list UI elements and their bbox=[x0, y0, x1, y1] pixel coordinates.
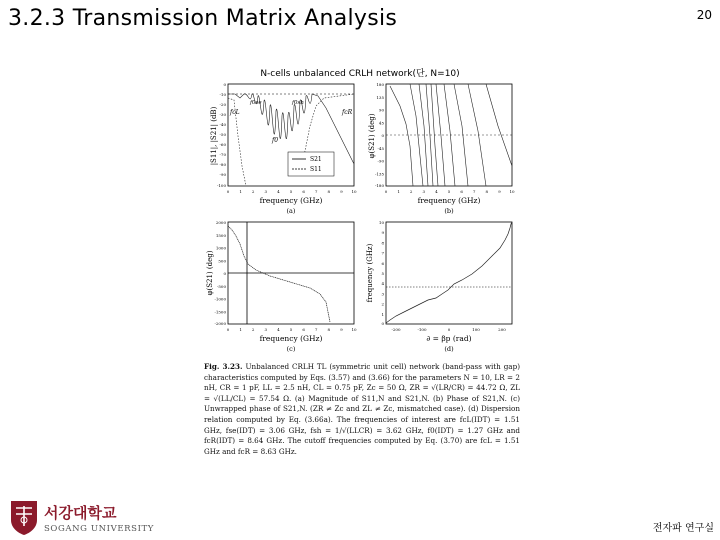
svg-text:-100: -100 bbox=[417, 327, 427, 332]
svg-text:0: 0 bbox=[381, 321, 384, 326]
panel-c-xticks bbox=[227, 327, 357, 332]
svg-text:6: 6 bbox=[302, 189, 305, 194]
svg-text:6: 6 bbox=[381, 260, 384, 266]
svg-text:-60: -60 bbox=[219, 142, 226, 147]
svg-text:100: 100 bbox=[472, 327, 480, 332]
slide-title: 3.2.3 Transmission Matrix Analysis bbox=[8, 6, 398, 31]
svg-text:8: 8 bbox=[327, 327, 331, 332]
svg-text:6: 6 bbox=[302, 327, 305, 332]
svg-text:(b): (b) bbox=[444, 207, 454, 215]
svg-text:6: 6 bbox=[460, 189, 463, 194]
svg-text:frequency (GHz): frequency (GHz) bbox=[417, 196, 481, 205]
svg-text:5: 5 bbox=[381, 271, 384, 276]
svg-text:7: 7 bbox=[314, 189, 318, 194]
svg-text:-2000: -2000 bbox=[214, 321, 226, 326]
svg-text:5: 5 bbox=[447, 189, 451, 194]
svg-text:fcL: fcL bbox=[230, 109, 240, 116]
svg-text:7: 7 bbox=[472, 189, 476, 194]
svg-text:9: 9 bbox=[340, 327, 343, 332]
caption-text: Unbalanced CRLH TL (symmetric unit cell) network (band-pass with gap) characteristics computed by Eqs. (3.57) and (3.66) for the parameters N = 10, LR = 2 nH, CR = 1 pF, LL = 2.5 nH, CL = 0.75 pF, Zc = 50 Ω, ZR = √(LR/CR) = 44.72 Ω, ZL = √(LL/CL) = 57.54 Ω. (a) Magnitude of S11,N and S21,N. (b) Phase of S21,N. (c) Unwrapped phase of S21,N. (ZR ≠ Zc and ZL ≠ Zc, mismatched case). (d) Dispersion relation computed by Eq. (3.66a). The frequencies of interest are fcL(IDT) = 1.51 GHz, fse(IDT) = 3.06 GHz, fsh = 1/√(LLCR) = 3.62 GHz, f0(IDT) = 1.27 GHz and fcR(IDT) = 8.64 GHz. The cutoff frequencies computed by Eq. (3.70) are fcL = 1.51 GHz and fcR = 8.63 GHz. bbox=[204, 362, 520, 456]
svg-text:S11: S11 bbox=[310, 166, 322, 173]
svg-text:(d): (d) bbox=[444, 345, 454, 353]
svg-text:500: 500 bbox=[218, 258, 226, 264]
svg-text:-200: -200 bbox=[391, 327, 401, 332]
panel-b-yticks bbox=[375, 82, 384, 188]
svg-text:200: 200 bbox=[498, 327, 506, 332]
panel-a-legend bbox=[288, 152, 334, 176]
panel-d-curve bbox=[386, 222, 512, 323]
svg-text:2: 2 bbox=[251, 327, 255, 332]
caption-label: Fig. 3.23. bbox=[204, 362, 243, 371]
svg-text:-70: -70 bbox=[219, 152, 226, 157]
svg-text:9: 9 bbox=[381, 230, 384, 236]
svg-text:1: 1 bbox=[239, 327, 242, 332]
panel-d bbox=[366, 220, 512, 353]
svg-text:1500: 1500 bbox=[215, 232, 226, 238]
svg-text:-90: -90 bbox=[219, 172, 226, 177]
svg-text:8: 8 bbox=[485, 189, 489, 194]
svg-text:0: 0 bbox=[223, 82, 226, 87]
svg-text:서강대학교: 서강대학교 bbox=[44, 504, 117, 522]
svg-text:-500: -500 bbox=[217, 283, 226, 289]
svg-text:-50: -50 bbox=[219, 132, 226, 137]
svg-text:10: 10 bbox=[378, 220, 384, 225]
svg-text:10: 10 bbox=[351, 327, 357, 332]
panel-a-yticks bbox=[217, 82, 226, 188]
svg-text:-100: -100 bbox=[217, 183, 226, 188]
svg-text:1: 1 bbox=[239, 189, 242, 194]
svg-text:3: 3 bbox=[381, 291, 384, 297]
sogang-university-logo bbox=[8, 498, 158, 536]
svg-text:3: 3 bbox=[264, 189, 268, 194]
svg-text:f0se: f0se bbox=[250, 100, 262, 106]
svg-text:0: 0 bbox=[447, 327, 451, 332]
svg-text:-135: -135 bbox=[375, 171, 384, 177]
svg-text:|S11|, |S21| (dB): |S11|, |S21| (dB) bbox=[210, 106, 218, 166]
svg-text:-45: -45 bbox=[377, 145, 384, 151]
svg-text:-20: -20 bbox=[219, 102, 226, 107]
svg-text:5: 5 bbox=[289, 327, 293, 332]
figure-title: N-cells unbalanced CRLH network(단, N=10) bbox=[260, 69, 460, 79]
svg-text:0: 0 bbox=[384, 189, 388, 194]
svg-text:1000: 1000 bbox=[215, 245, 226, 251]
svg-text:45: 45 bbox=[378, 120, 384, 126]
svg-text:135: 135 bbox=[376, 94, 384, 100]
panel-a bbox=[210, 82, 357, 215]
svg-text:φ(S21) (deg): φ(S21) (deg) bbox=[206, 250, 214, 296]
svg-text:10: 10 bbox=[509, 189, 515, 194]
svg-text:-180: -180 bbox=[375, 183, 384, 188]
svg-text:90: 90 bbox=[378, 107, 384, 113]
svg-text:8: 8 bbox=[327, 189, 331, 194]
panel-a-xticks bbox=[227, 189, 357, 194]
svg-text:frequency (GHz): frequency (GHz) bbox=[366, 243, 374, 303]
panel-c-curve bbox=[228, 226, 330, 322]
svg-text:f0sh: f0sh bbox=[292, 100, 304, 106]
svg-text:0: 0 bbox=[226, 189, 230, 194]
panel-c-yticks bbox=[214, 220, 226, 326]
page-number: 20 bbox=[696, 8, 712, 22]
svg-text:9: 9 bbox=[498, 189, 501, 194]
svg-text:2: 2 bbox=[251, 189, 255, 194]
figure-caption bbox=[204, 362, 520, 457]
svg-text:2000: 2000 bbox=[215, 220, 226, 225]
svg-text:180: 180 bbox=[376, 82, 384, 87]
svg-text:-80: -80 bbox=[219, 162, 226, 167]
svg-text:9: 9 bbox=[340, 189, 343, 194]
svg-text:SOGANG UNIVERSITY: SOGANG UNIVERSITY bbox=[44, 524, 155, 534]
svg-text:(a): (a) bbox=[286, 207, 296, 215]
svg-text:2: 2 bbox=[409, 189, 413, 194]
svg-text:frequency (GHz): frequency (GHz) bbox=[259, 196, 323, 205]
svg-text:f0: f0 bbox=[272, 137, 279, 144]
svg-text:(c): (c) bbox=[286, 345, 296, 353]
svg-text:φ(S21) (deg): φ(S21) (deg) bbox=[368, 113, 376, 159]
svg-text:3: 3 bbox=[264, 327, 268, 332]
svg-text:5: 5 bbox=[289, 189, 293, 194]
svg-text:-10: -10 bbox=[219, 92, 226, 97]
svg-text:4: 4 bbox=[277, 189, 280, 194]
panel-b-xticks bbox=[385, 189, 515, 194]
panel-d-xticks bbox=[392, 327, 507, 332]
svg-text:∂ = βp (rad): ∂ = βp (rad) bbox=[426, 334, 472, 343]
svg-text:2: 2 bbox=[381, 301, 384, 307]
svg-text:8: 8 bbox=[381, 240, 384, 246]
svg-text:0: 0 bbox=[226, 327, 230, 332]
panel-d-yticks bbox=[379, 220, 385, 326]
panel-b bbox=[368, 82, 515, 215]
svg-text:-40: -40 bbox=[219, 122, 226, 127]
svg-text:4: 4 bbox=[435, 189, 438, 194]
university-seal-icon bbox=[11, 501, 37, 535]
svg-text:1: 1 bbox=[397, 189, 400, 194]
svg-text:7: 7 bbox=[381, 250, 384, 256]
svg-text:-1500: -1500 bbox=[214, 309, 226, 315]
svg-text:10: 10 bbox=[351, 189, 357, 194]
svg-text:0: 0 bbox=[381, 133, 384, 138]
svg-text:0: 0 bbox=[223, 271, 226, 276]
svg-text:-90: -90 bbox=[377, 158, 384, 164]
svg-text:-30: -30 bbox=[219, 112, 226, 117]
svg-text:1: 1 bbox=[381, 311, 384, 317]
svg-text:-1000: -1000 bbox=[214, 296, 226, 302]
svg-text:fcR: fcR bbox=[342, 109, 353, 116]
svg-text:3: 3 bbox=[422, 189, 426, 194]
svg-text:frequency (GHz): frequency (GHz) bbox=[259, 334, 323, 343]
svg-text:4: 4 bbox=[277, 327, 280, 332]
footer-lab-name: 전자파 연구실 bbox=[652, 523, 714, 534]
svg-text:4: 4 bbox=[381, 281, 384, 287]
svg-text:7: 7 bbox=[314, 327, 318, 332]
svg-text:S21: S21 bbox=[310, 156, 322, 163]
panel-c bbox=[206, 220, 357, 353]
